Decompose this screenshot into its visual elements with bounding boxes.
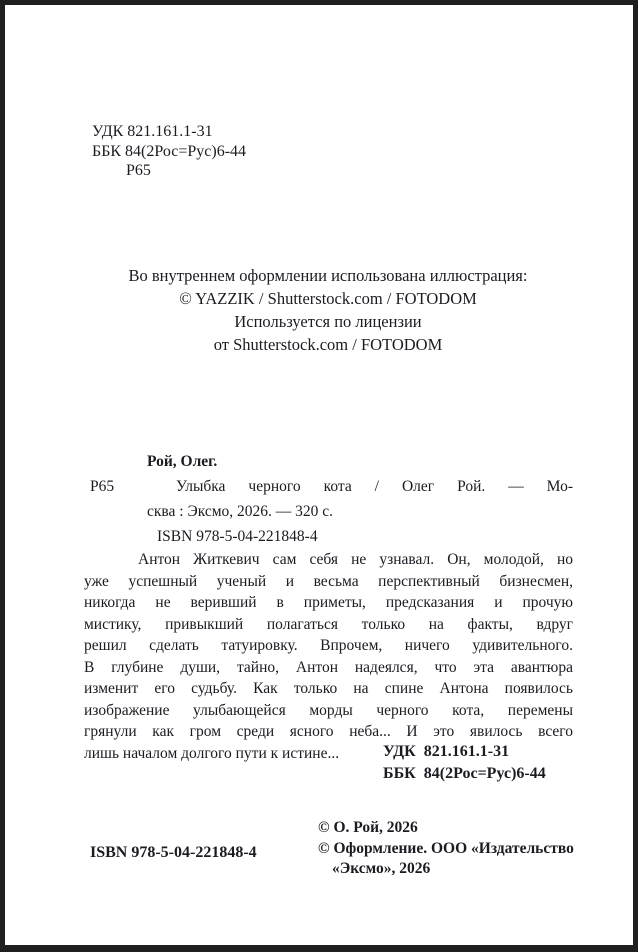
classification-footer — [383, 741, 546, 785]
footer-udc-line: УДК 821.161.1-31 — [383, 743, 510, 760]
catalog-entry — [90, 449, 573, 549]
annotation-paragraph — [84, 549, 573, 764]
credit-line: от Shutterstock.com / FOTODOM — [213, 335, 443, 354]
annotation-line: Антон Житкевич сам себя не узнавал. Он, молодой, но — [138, 551, 573, 568]
credit-line: Во внутреннем оформлении использована иллюстрация: — [128, 266, 528, 285]
footer-bbk-line: ББК 84(2Рос=Рус)6-44 — [383, 765, 546, 782]
catalog-title-line2: сква : Эксмо, 2026. — 320 с. — [147, 503, 334, 520]
classification-block — [92, 122, 246, 181]
annotation-line: никогда не веривший в приметы, предсказания и прочую — [84, 594, 573, 611]
credit-line: Используется по лицензии — [234, 312, 422, 331]
annotation-line: уже успешный ученый и весьма перспективный бизнесмен, — [84, 572, 573, 590]
annotation-line: лишь началом долгого пути к истине... — [84, 744, 340, 762]
catalog-code: Р65 — [90, 478, 115, 495]
annotation-line: В глубине души, тайно, Антон надеялся, что эта авантюра — [84, 658, 573, 676]
copyright-design-line: © Оформление. ООО «Издательство — [318, 839, 574, 857]
illustration-credit — [88, 264, 568, 356]
author-sign-line: Р65 — [126, 162, 151, 179]
annotation-line: мистику, привыкший полагаться только на факты, вдруг — [84, 615, 573, 633]
annotation-line: изменит его судьбу. Как только на спине Антона появилось — [84, 680, 573, 697]
annotation-line: изображение улыбающейся морды черного кота, перемены — [84, 701, 573, 719]
isbn-footer: ISBN 978-5-04-221848-4 — [90, 844, 257, 861]
copyright-author-line: © О. Рой, 2026 — [318, 819, 418, 836]
copyright-block — [318, 818, 574, 880]
copyright-design-line-cont: «Эксмо», 2026 — [332, 860, 431, 877]
catalog-title-line1: Улыбка черного кота / Олег Рой. — Мо- — [176, 478, 573, 495]
imprint-page — [5, 5, 633, 945]
bbk-line: ББК 84(2Рос=Рус)6-44 — [92, 142, 247, 160]
catalog-isbn: ISBN 978-5-04-221848-4 — [157, 528, 318, 545]
catalog-author: Рой, Олег. — [147, 453, 218, 470]
annotation-line: грянули как гром среди ясного неба... И это явилось всего — [84, 723, 573, 740]
credit-line: © YAZZIK / Shutterstock.com / FOTODOM — [179, 289, 477, 308]
annotation-line: решил сделать татуировку. Впрочем, ничего удивительного. — [84, 637, 573, 654]
udc-line: УДК 821.161.1-31 — [92, 123, 213, 140]
